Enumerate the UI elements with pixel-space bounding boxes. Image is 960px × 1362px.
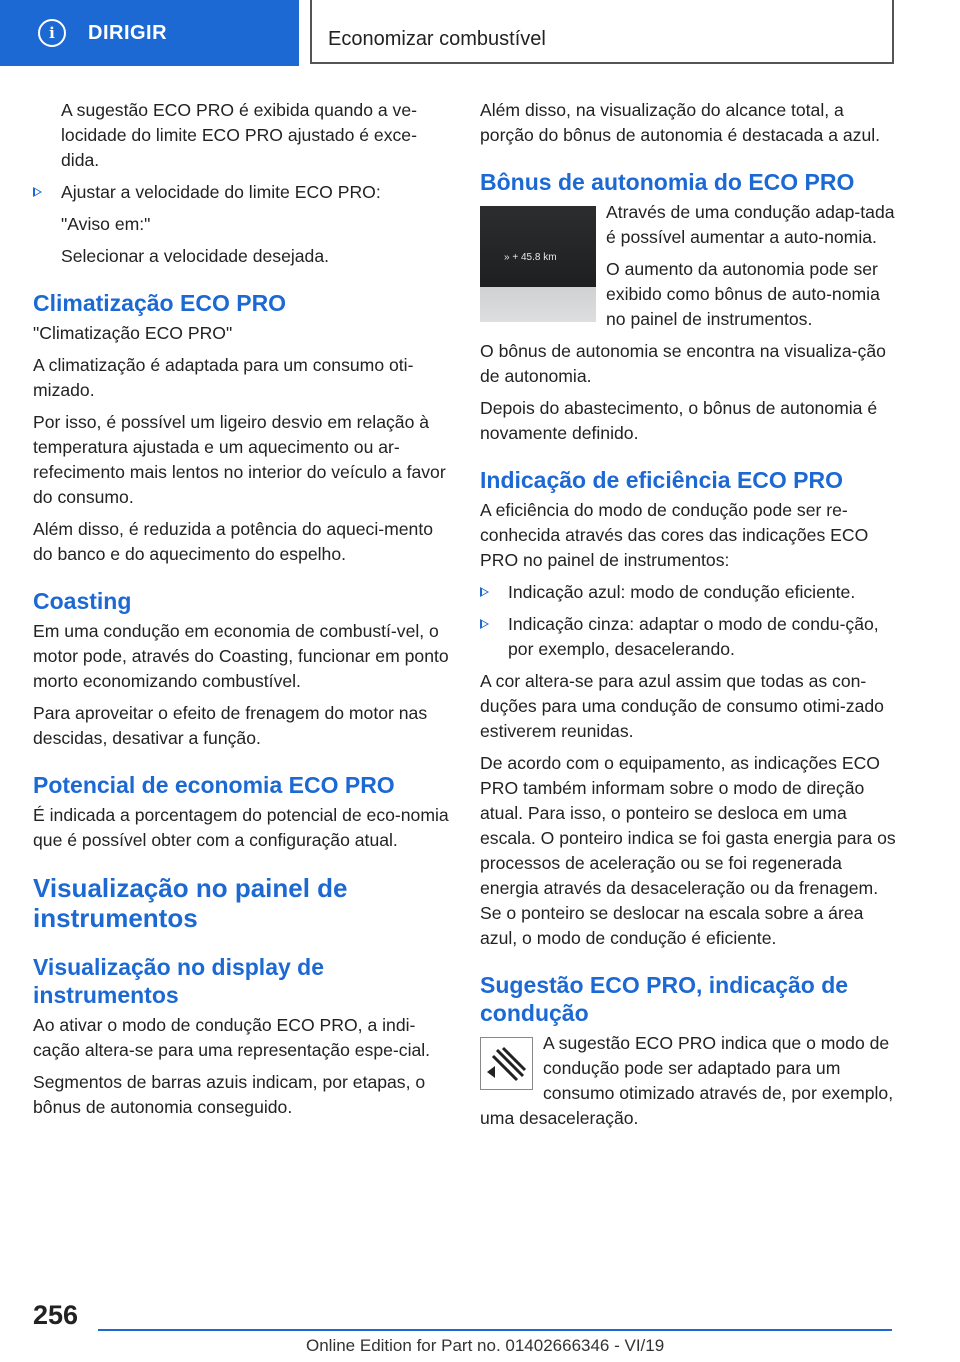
paragraph: Ao ativar o modo de condução ECO PRO, a indi-cação altera-se para uma representação espe-cial. (33, 1015, 431, 1060)
paragraph: O bônus de autonomia se encontra na visualiza-ção de autonomia. (480, 341, 886, 386)
paragraph: Em uma condução em economia de combustí-vel, o motor pode, através do Coasting, funcionar em ponto morto economizando combustível. (33, 621, 449, 691)
heading-potencial: Potencial de economia ECO PRO (33, 772, 395, 798)
list-item (480, 580, 900, 605)
heading-climatizacao: Climatização ECO PRO (33, 290, 287, 316)
paragraph: Por isso, é possível um ligeiro desvio em relação à temperatura ajustada e um aquecimento ou ar-refecimento mais lentos no interior do veículo a favor do consumo. (33, 412, 446, 507)
bullet-triangle-icon (480, 619, 489, 629)
list-item-text: Indicação azul: modo de condução eficiente. (508, 582, 856, 602)
info-icon: i (38, 19, 66, 47)
paragraph: Através de uma condução adap-tada é possível aumentar a auto-nomia. (606, 202, 895, 247)
heading-visualizacao-display: Visualização no display de instrumentos (33, 954, 325, 1008)
paragraph: A climatização é adaptada para um consumo oti-mizado. (33, 355, 414, 400)
heading-coasting: Coasting (33, 588, 132, 614)
chapter-label: DIRIGIR (88, 21, 168, 44)
left-column (33, 98, 451, 1127)
chapter-tab[interactable] (0, 0, 299, 66)
eco-pro-suggestion-icon (480, 1037, 533, 1090)
paragraph: É indicada a porcentagem do potencial de eco-nomia que é possível obter com a configuração atual. (33, 805, 449, 850)
paragraph: Depois do abastecimento, o bônus de autonomia é novamente definido. (480, 398, 878, 443)
paragraph: Além disso, na visualização do alcance total, a porção do bônus de autonomia é destacada a azul. (480, 100, 881, 145)
paragraph: O aumento da autonomia pode ser exibido como bônus de auto-nomia no painel de instrumentos. (606, 259, 880, 329)
paragraph: Selecionar a velocidade desejada. (61, 246, 330, 266)
paragraph: "Aviso em:" (61, 214, 151, 234)
paragraph: Para aproveitar o efeito de frenagem do motor nas descidas, desativar a função. (33, 703, 428, 748)
section-header (310, 0, 894, 64)
range-display-image (480, 206, 596, 322)
list-item-text: Ajustar a velocidade do limite ECO PRO: (61, 182, 381, 202)
heading-indicacao-eficiencia: Indicação de eficiência ECO PRO (480, 467, 844, 493)
paragraph: A cor altera-se para azul assim que todas as con-duções para uma condução de consumo otimi-zado estiverem reunidas. (480, 671, 884, 741)
heading-bonus: Bônus de autonomia do ECO PRO (480, 169, 855, 195)
double-chevron-icon: » (504, 252, 510, 263)
bullet-triangle-icon (33, 187, 42, 197)
footer-divider (98, 1329, 892, 1331)
paragraph: "Climatização ECO PRO" (33, 323, 233, 343)
list-item (480, 612, 900, 662)
range-bonus-readout: » + 45.8 km (504, 252, 557, 263)
paragraph: Além disso, é reduzida a potência do aqueci-mento do banco e do aquecimento do espelho. (33, 519, 434, 564)
bonus-figure-block (480, 200, 900, 339)
paragraph: A sugestão ECO PRO é exibida quando a ve-locidade do limite ECO PRO ajustado é exce-dida. (61, 100, 417, 170)
bullet-triangle-icon (480, 587, 489, 597)
paragraph: Segmentos de barras azuis indicam, por etapas, o bônus de autonomia conseguido. (33, 1072, 426, 1117)
list-item (33, 180, 451, 205)
footer-edition: Online Edition for Part no. 01402666346 - VI/19 (306, 1336, 665, 1355)
heading-visualizacao-painel: Visualização no painel de instrumentos (33, 873, 348, 933)
page-number: 256 (33, 1300, 79, 1330)
right-column (480, 98, 900, 1138)
heading-sugestao: Sugestão ECO PRO, indicação de condução (480, 972, 849, 1026)
paragraph: De acordo com o equipamento, as indicações ECO PRO também informam sobre o modo de direção atual. Para isso, o ponteiro se desloca em uma escala. O ponteiro indica se foi gasta energia para os processos de aceleração ou se foi regenerada energia através da desaceleração ou da frenagem. Se o ponteiro se deslocar na escala sobre a área azul, o modo de condução é eficiente. (480, 753, 896, 948)
paragraph: A sugestão ECO PRO indica que o modo de condução pode ser adaptado para um consumo otimizado através de, por exemplo, uma desaceleração. (480, 1033, 894, 1128)
paragraph: A eficiência do modo de condução pode ser re-conhecida através das cores das indicações ECO PRO no painel de instrumentos: (480, 500, 869, 570)
list-item-text: Indicação cinza: adaptar o modo de condu-ção, por exemplo, desacelerando. (508, 614, 879, 659)
section-title: Economizar combustível (328, 28, 546, 50)
foot-off-pedal-icon (481, 1038, 531, 1088)
suggestion-block (480, 1031, 900, 1138)
